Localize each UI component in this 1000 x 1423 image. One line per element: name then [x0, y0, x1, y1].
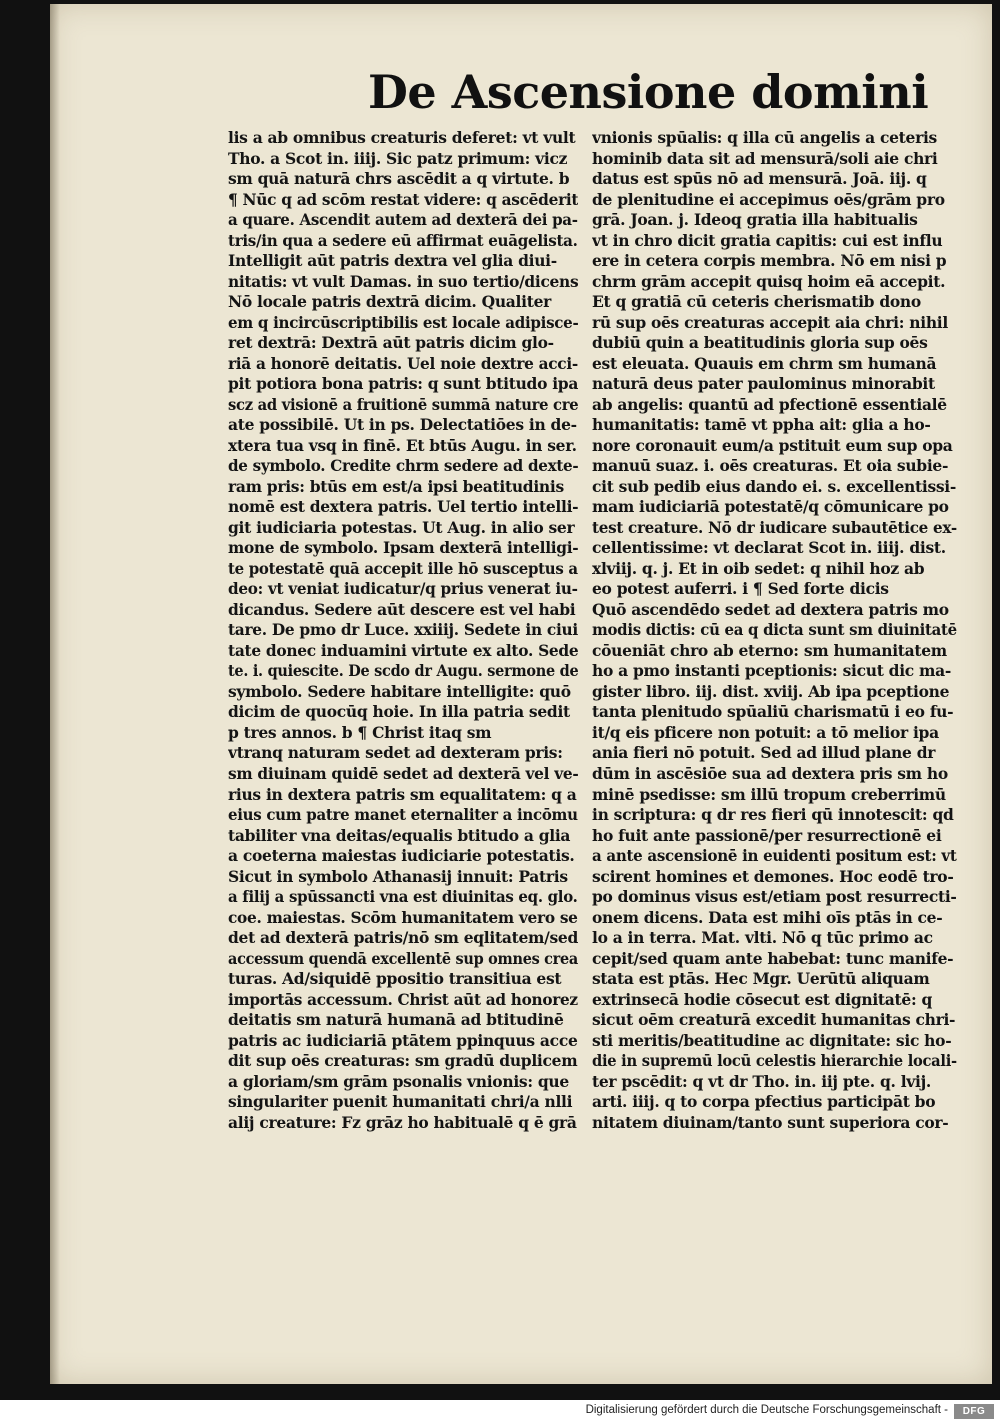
- text-line: singulariter puenit humanitati chri/a nlli: [228, 1092, 573, 1112]
- text-line: importās accessum. Christ aūt ad honorez: [228, 989, 578, 1009]
- text-line: humanitatis: tamē vt ppha ait: glia a ho-: [592, 415, 931, 435]
- text-line: test creature. Nō dr iudicare subautētice ex-: [592, 517, 957, 537]
- text-line: a filij a spūssancti vna est diuinitas eq. glo.: [228, 887, 578, 907]
- text-line: ram pris: btūs em est/a ipsi beatitudinis: [228, 476, 564, 496]
- text-line: nitatem diuinam/tanto sunt superiora cor-: [592, 1112, 949, 1132]
- text-line: turas. Ad/siquidē ppositio transitiua est: [228, 969, 562, 989]
- text-line: accessum quendā excellentē sup omnes crea: [228, 948, 578, 968]
- page-edge-shadow: [50, 4, 60, 1384]
- text-line: p tres annos. b ¶ Christ itaq sm: [228, 722, 492, 742]
- text-line: tris/in qua a sedere eū affirmat euāgelista.: [228, 230, 578, 250]
- text-line: lo a in terra. Mat. vlti. Nō q tūc primo ac: [592, 928, 933, 948]
- text-line: arti. iiij. q to corpa pfectius participāt bo: [592, 1092, 936, 1112]
- text-line: it/q eis pficere non potuit: a tō melior ipa: [592, 722, 939, 742]
- text-line: stata est ptās. Hec Mgr. Uerūtū aliquam: [592, 969, 930, 989]
- text-line: cellentissime: vt declarat Scot in. iiij. dist.: [592, 538, 946, 558]
- text-line: cit sub pedib eius dando ei. s. excellentissi-: [592, 476, 957, 496]
- text-line: vt in chro dicit gratia capitis: cui est influ: [592, 230, 943, 250]
- text-line: pit potiora bona patris: q sunt btitudo ipa: [228, 374, 578, 394]
- text-line: ania fieri nō potuit. Sed ad illud plane dr: [592, 743, 936, 763]
- text-line: rius in dextera patris sm equalitatem: q a: [228, 784, 577, 804]
- text-line: symbolo. Sedere habitare intelligite: quō: [228, 681, 571, 701]
- text-line: alij creature: Fz grāz ho habitualē q ē grā: [228, 1112, 577, 1132]
- text-line: sm quā naturā chrs ascēdit a q virtute. b: [228, 169, 570, 189]
- text-line: Et q gratiā cū ceteris cherismatib dono: [592, 292, 921, 312]
- text-line: manuū suaz. i. oēs creaturas. Et oia subie-: [592, 456, 949, 476]
- text-line: extrinsecā hodie cōsecut est dignitatē: q: [592, 989, 933, 1009]
- text-line: em q incircūscriptibilis est locale adipisce-: [228, 312, 578, 332]
- text-line: rū sup oēs creaturas accepit aia chri: nihil: [592, 312, 948, 332]
- text-column-left: [228, 128, 578, 1133]
- text-line: sm diuinam quidē sedet ad dexterā vel ve-: [228, 763, 578, 783]
- text-line: dicim de quocūq hoie. In illa patria sedit: [228, 702, 570, 722]
- footer-bar: [0, 1400, 1000, 1423]
- text-line: in scriptura: q dr res fieri qū innotescit: qd: [592, 805, 954, 825]
- text-line: die in supremū locū celestis hierarchie locali-: [592, 1051, 957, 1071]
- text-line: vnionis spūalis: q illa cū angelis a ceteris: [592, 128, 937, 147]
- text-line: ere in cetera corpis membra. Nō em nisi p: [592, 251, 947, 271]
- text-line: sicut oēm creaturā excedit humanitas chri-: [592, 1010, 956, 1030]
- text-line: Nō locale patris dextrā dicim. Qualiter: [228, 292, 552, 312]
- text-line: ¶ Nūc q ad scōm restat videre: q ascēderit: [228, 189, 578, 209]
- text-line: lis a ab omnibus creaturis deferet: vt vult: [228, 128, 576, 147]
- running-header: De Ascensione domini: [368, 65, 929, 119]
- text-line: a quare. Ascendit autem ad dexterā dei pa-: [228, 210, 578, 230]
- text-line: coe. maiestas. Scōm humanitatem vero se: [228, 907, 578, 927]
- dfg-logo: DFG: [954, 1404, 994, 1419]
- text-line: de plenitudine ei accepimus oēs/grām pro: [592, 189, 945, 209]
- text-line: ter pscēdit: q vt dr Tho. in. iij pte. q. lvij.: [592, 1071, 932, 1091]
- text-line: git iudiciaria potestas. Ut Aug. in alio ser: [228, 517, 575, 537]
- text-line: deitatis sm naturā humanā ad btitudinē: [228, 1010, 564, 1030]
- text-line: datus est spūs nō ad mensurā. Joā. iij. q: [592, 169, 927, 189]
- text-line: mone de symbolo. Ipsam dexterā intelligi-: [228, 538, 578, 558]
- text-line: ho fuit ante passionē/per resurrectionē ei: [592, 825, 942, 845]
- text-line: dubiū quin a beatitudinis gloria sup oēs: [592, 333, 928, 353]
- funding-notice: Digitalisierung gefördert durch die Deutsche Forschungsgemeinschaft -: [585, 1404, 948, 1416]
- text-line: chrm grām accepit quisq hoim eā accepit.: [592, 271, 946, 291]
- text-line: minē psedisse: sm illū tropum creberrimū: [592, 784, 946, 804]
- text-line: de symbolo. Credite chrm sedere ad dexte-: [228, 456, 578, 476]
- text-line: te potestatē quā accepit ille hō susceptus a: [228, 558, 578, 578]
- text-line: cepit/sed quam ante habebat: tunc manife-: [592, 948, 954, 968]
- text-line: sti meritis/beatitudine ac dignitate: sic ho-: [592, 1030, 952, 1050]
- text-line: ret dextrā: Dextrā aūt patris dicim glo-: [228, 333, 554, 353]
- text-line: ate possibilē. Ut in ps. Delectatiōes in de-: [228, 415, 577, 435]
- text-line: nore coronauit eum/a pstituit eum sup opa: [592, 435, 953, 455]
- text-line: a gloriam/sm grām psonalis vnionis: que: [228, 1071, 569, 1091]
- text-line: Sicut in symbolo Athanasij innuit: Patris: [228, 866, 568, 886]
- text-line: Quō ascendēdo sedet ad dextera patris mo: [592, 599, 949, 619]
- text-line: nitatis: vt vult Damas. in suo tertio/dicens: [228, 271, 578, 291]
- text-line: patris ac iudiciariā ptātem ppinquus acce: [228, 1030, 578, 1050]
- text-line: tare. De pmo dr Luce. xxiiij. Sedete in ciui: [228, 620, 578, 640]
- text-line: po dominus visus est/etiam post resurrecti-: [592, 887, 957, 907]
- text-line: det ad dexterā patris/nō sm eqlitatem/sed: [228, 928, 578, 948]
- text-line: onem dicens. Data est mihi oīs ptās in ce-: [592, 907, 943, 927]
- text-line: est eleuata. Quauis em chrm sm humanā: [592, 353, 937, 373]
- text-line: cōueniāt chro ab eterno: sm humanitatem: [592, 640, 947, 660]
- text-line: deo: vt veniat iudicatur/q prius venerat iu-: [228, 579, 578, 599]
- text-line: Tho. a Scot in. iiij. Sic patz primum: vicz: [228, 148, 568, 168]
- text-line: eius cum patre manet eternaliter a incōmu: [228, 805, 578, 825]
- text-line: scz ad visionē a fruitionē summā nature cre: [228, 394, 578, 414]
- text-line: hominib data sit ad mensurā/soli aie chri: [592, 148, 938, 168]
- text-line: tanta plenitudo spūaliū charismatū i eo fu-: [592, 702, 954, 722]
- text-line: mam iudiciariā potestatē/q cōmunicare po: [592, 497, 949, 517]
- text-line: vtranq naturam sedet ad dexteram pris:: [228, 743, 563, 763]
- text-line: tabiliter vna deitas/equalis btitudo a glia: [228, 825, 571, 845]
- text-line: modis dictis: cū ea q dicta sunt sm diuinitatē: [592, 620, 957, 640]
- text-line: tate donec induamini virtute ex alto. Sede: [228, 640, 578, 660]
- text-line: a ante ascensionē in euidenti positum est: vt: [592, 846, 957, 866]
- text-line: xtera tua vsq in finē. Et btūs Augu. in ser.: [228, 435, 577, 455]
- text-line: naturā deus pater paulominus minorabit: [592, 374, 935, 394]
- text-line: xlviij. q. j. Et in oib sedet: q nihil hoz ab: [592, 558, 925, 578]
- text-line: Intelligit aūt patris dextra vel glia diui-: [228, 251, 557, 271]
- text-line: nomē est dextera patris. Uel tertio intelli-: [228, 497, 578, 517]
- text-line: dūm in ascēsiōe sua ad dextera pris sm ho: [592, 763, 948, 783]
- text-line: grā. Joan. j. Ideoq gratia illa habitualis: [592, 210, 918, 230]
- text-line: gister libro. iij. dist. xviij. Ab ipa pceptione: [592, 681, 950, 701]
- text-line: dit sup oēs creaturas: sm gradū duplicem: [228, 1051, 578, 1071]
- text-line: dicandus. Sedere aūt descere est vel habi: [228, 599, 576, 619]
- text-column-right: [592, 128, 957, 1133]
- text-line: ho a pmo instanti pceptionis: sicut dic ma-: [592, 661, 951, 681]
- text-line: te. i. quiescite. De scdo dr Augu. sermone de: [228, 661, 578, 681]
- text-line: a coeterna maiestas iudiciarie potestatis.: [228, 846, 575, 866]
- text-line: ab angelis: quantū ad pfectionē essentialē: [592, 394, 947, 414]
- text-line: scirent homines et demones. Hoc eodē tro-: [592, 866, 954, 886]
- text-line: riā a honorē deitatis. Uel noie dextre acci-: [228, 353, 578, 373]
- text-line: eo potest auferri. i ¶ Sed forte dicis: [592, 579, 889, 599]
